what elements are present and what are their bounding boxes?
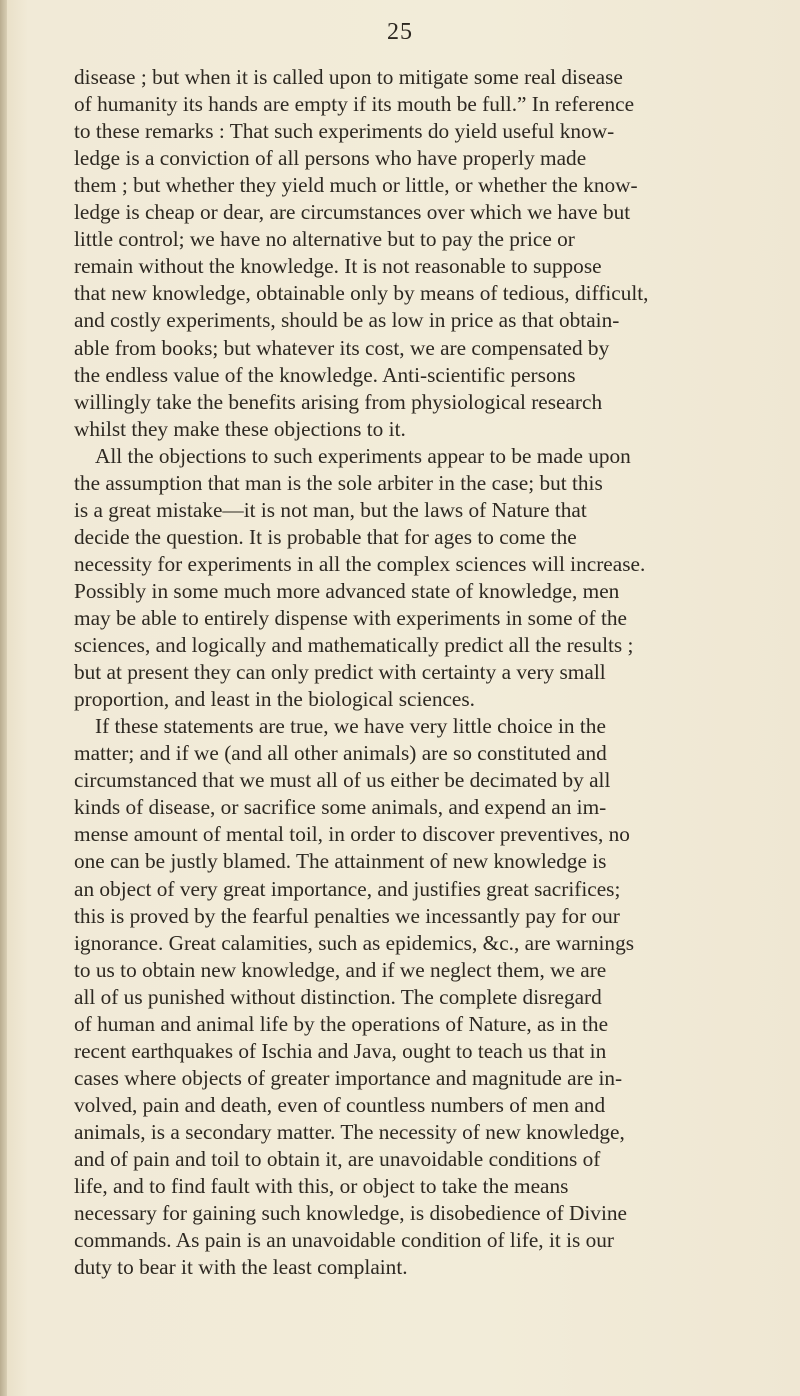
text-line: If these statements are true, we have very little choice in the [95, 714, 606, 739]
text-line: sciences, and logically and mathematically predict all the results ; [74, 633, 634, 658]
text-line: that new knowledge, obtainable only by means of tedious, difficult, [74, 281, 649, 306]
text-line: volved, pain and death, even of countless numbers of men and [74, 1092, 606, 1117]
text-line: All the objections to such experiments appear to be made upon [95, 443, 631, 468]
text-line: kinds of disease, or sacrifice some animals, and expend an im- [74, 795, 607, 820]
text-line: this is proved by the fearful penalties we incessantly pay for our [74, 903, 620, 928]
text-line: little control; we have no alternative but to pay the price or [74, 227, 575, 252]
text-line: them ; but whether they yield much or little, or whether the know- [74, 173, 638, 198]
text-line: remain without the knowledge. It is not reasonable to suppose [74, 254, 602, 279]
text-line: necessary for gaining such knowledge, is disobedience of Divine [74, 1201, 627, 1226]
text-line: is a great mistake—it is not man, but the laws of Nature that [74, 497, 587, 522]
text-line: may be able to entirely dispense with experiments in some of the [74, 606, 627, 630]
text-line: recent earthquakes of Ischia and Java, ought to teach us that in [74, 1038, 607, 1063]
text-line: mense amount of mental toil, in order to discover preventives, no [74, 822, 630, 847]
text-line: circumstanced that we must all of us either be decimated by all [74, 768, 611, 793]
page-gutter [0, 0, 7, 1396]
text-line: disease ; but when it is called upon to mitigate some real disease [74, 65, 623, 89]
text-line: but at present they can only predict with certainty a very small [74, 660, 606, 685]
text-line: decide the question. It is probable that for ages to come the [74, 524, 577, 549]
text-line: proportion, and least in the biological sciences. [74, 687, 475, 712]
text-line: all of us punished without distinction. The complete disregard [74, 984, 602, 1009]
text-line: animals, is a secondary matter. The necessity of new knowledge, [74, 1119, 625, 1144]
text-line: willingly take the benefits arising from physiological research [74, 389, 603, 414]
text-line: whilst they make these objections to it. [74, 416, 406, 441]
text-line: necessity for experiments in all the complex sciences will increase. [74, 551, 646, 576]
text-line: able from books; but whatever its cost, we are compensated by [74, 335, 610, 360]
text-line: an object of very great importance, and justifies great sacrifices; [74, 876, 621, 901]
text-line: life, and to find fault with this, or object to take the means [74, 1174, 569, 1199]
text-line: cases where objects of greater importance and magnitude are in- [74, 1065, 623, 1090]
text-line: and costly experiments, should be as low in price as that obtain- [74, 308, 620, 333]
text-line: ledge is a conviction of all persons who have properly made [74, 146, 587, 171]
text-line: matter; and if we (and all other animals) are so constituted and [74, 741, 607, 766]
page-number: 25 [387, 19, 413, 45]
text-line: duty to bear it with the least complaint. [74, 1255, 408, 1280]
text-line: one can be justly blamed. The attainment of new knowledge is [74, 849, 607, 874]
text-line: Possibly in some much more advanced state of knowledge, men [74, 578, 620, 603]
text-line: ignorance. Great calamities, such as epidemics, &c., are warnings [74, 930, 635, 955]
text-line: to us to obtain new knowledge, and if we neglect them, we are [74, 957, 607, 982]
text-line: commands. As pain is an unavoidable condition of life, it is our [74, 1228, 615, 1253]
text-line: to these remarks : That such experiments do yield useful know- [74, 119, 615, 144]
text-line: ledge is cheap or dear, are circumstances over which we have but [74, 200, 631, 225]
text-line: the endless value of the knowledge. Anti-scientific persons [74, 362, 576, 387]
text-line: of humanity its hands are empty if its mouth be full.” In reference [74, 92, 635, 117]
text-line: of human and animal life by the operations of Nature, as in the [74, 1011, 609, 1036]
text-line: and of pain and toil to obtain it, are unavoidable conditions of [74, 1147, 601, 1171]
text-line: the assumption that man is the sole arbiter in the case; but this [74, 470, 603, 495]
